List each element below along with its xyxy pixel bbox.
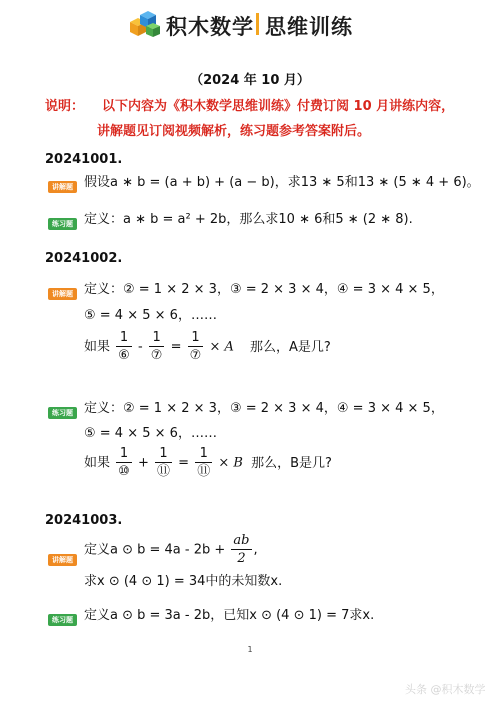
numerator: 1 (119, 446, 129, 461)
equals-sign: = (170, 339, 182, 355)
problem-2-practice-def-2: ⑤ = 4 × 5 × 6，…… (84, 426, 217, 441)
denominator: ⑪ (197, 464, 211, 479)
denominator: ⑦ (189, 348, 202, 363)
fraction (231, 533, 251, 567)
problem-id-2: 20241002. (45, 251, 123, 266)
lecture-tag-label: 讲解题 (48, 554, 77, 566)
plus-sign: + (137, 455, 149, 471)
practice-tag-1 (48, 211, 77, 230)
lecture-tag-1 (48, 174, 77, 193)
lecture-tag-2 (48, 281, 77, 300)
problem-2-practice-question (84, 446, 332, 480)
numerator: ab (233, 533, 250, 548)
lecture-tag-label: 讲解题 (48, 288, 77, 300)
cube-logo-icon (128, 10, 162, 38)
minus-sign: - (137, 339, 143, 355)
problem-id-1: 20241001. (45, 152, 123, 167)
practice-tag-label: 练习题 (48, 218, 77, 230)
fraction (116, 330, 132, 364)
problem-3-lecture-2: 求x ⊙ (4 ⊙ 1) = 34中的未知数x. (84, 574, 283, 589)
notice-line-2: 讲解题见订阅视频解析，练习题参考答案附后。 (97, 124, 371, 139)
fraction (149, 330, 165, 364)
problem-2-lecture-def-1: 定义：② = 1 × 2 × 3，③ = 2 × 3 × 4，④ = 3 × 4 × 5， (84, 282, 444, 297)
month-title: （2024 年 10 月） (190, 73, 310, 88)
problem-2-lecture-question (84, 330, 331, 364)
practice-tag-2 (48, 400, 77, 419)
definition-text: 定义a ⊙ b = 4a - 2b + (84, 542, 226, 558)
numerator: 1 (152, 330, 161, 345)
denominator: ⑥ (118, 348, 130, 363)
notice-line-1 (45, 95, 454, 114)
fraction (188, 330, 204, 364)
page-number: 1 (247, 645, 253, 654)
fraction (155, 446, 172, 480)
fraction (195, 446, 212, 480)
practice-tag-label: 练习题 (48, 614, 77, 626)
practice-tag-label: 练习题 (48, 407, 77, 419)
numerator: 1 (119, 330, 129, 345)
lecture-tag-3 (48, 547, 77, 566)
question-prefix: 如果 (84, 455, 111, 471)
problem-id-3: 20241003. (45, 513, 123, 528)
question-suffix: 那么，B是几? (251, 455, 332, 471)
problem-1-practice: 定义：a ∗ b = a² + 2b，那么求10 ∗ 6和5 ∗ (2 ∗ 8). (84, 212, 413, 227)
comma: , (253, 542, 258, 558)
problem-3-lecture-1 (84, 533, 258, 567)
numerator: 1 (191, 330, 200, 345)
practice-tag-3 (48, 607, 77, 626)
brand-divider (256, 13, 259, 35)
fraction (116, 446, 132, 480)
equals-sign: = (178, 455, 190, 471)
notice-text-1: 以下内容为《积木数学思维训练》付费订阅 10 月讲练内容， (102, 99, 455, 114)
denominator: ⑦ (150, 348, 163, 363)
times-variable: × A (209, 339, 234, 355)
denominator: ⑩ (118, 464, 130, 479)
lecture-tag-label: 讲解题 (48, 181, 77, 193)
problem-1-lecture: 假设a ∗ b = (a + b) + (a − b)，求13 ∗ 5和13 ∗ (5 ∗ 4 + 6)。 (84, 175, 480, 190)
numerator: 1 (199, 446, 208, 461)
times-variable: × B (218, 455, 243, 471)
denominator: ⑪ (157, 464, 171, 479)
notice-label: 说明： (45, 99, 85, 114)
problem-3-practice: 定义a ⊙ b = 3a - 2b，已知x ⊙ (4 ⊙ 1) = 7求x. (84, 608, 375, 623)
question-prefix: 如果 (84, 339, 111, 355)
brand-slogan: 思维训练 (265, 15, 353, 39)
brand-name: 积木数学 (166, 15, 254, 39)
numerator: 1 (159, 446, 168, 461)
problem-2-practice-def-1: 定义：② = 1 × 2 × 3，③ = 2 × 3 × 4，④ = 3 × 4 × 5， (84, 401, 444, 416)
watermark: 头条 @积木数学 (405, 683, 486, 696)
problem-2-lecture-def-2: ⑤ = 4 × 5 × 6，…… (84, 308, 217, 323)
denominator: 2 (231, 549, 251, 567)
question-suffix: 那么，A是几? (250, 339, 331, 355)
